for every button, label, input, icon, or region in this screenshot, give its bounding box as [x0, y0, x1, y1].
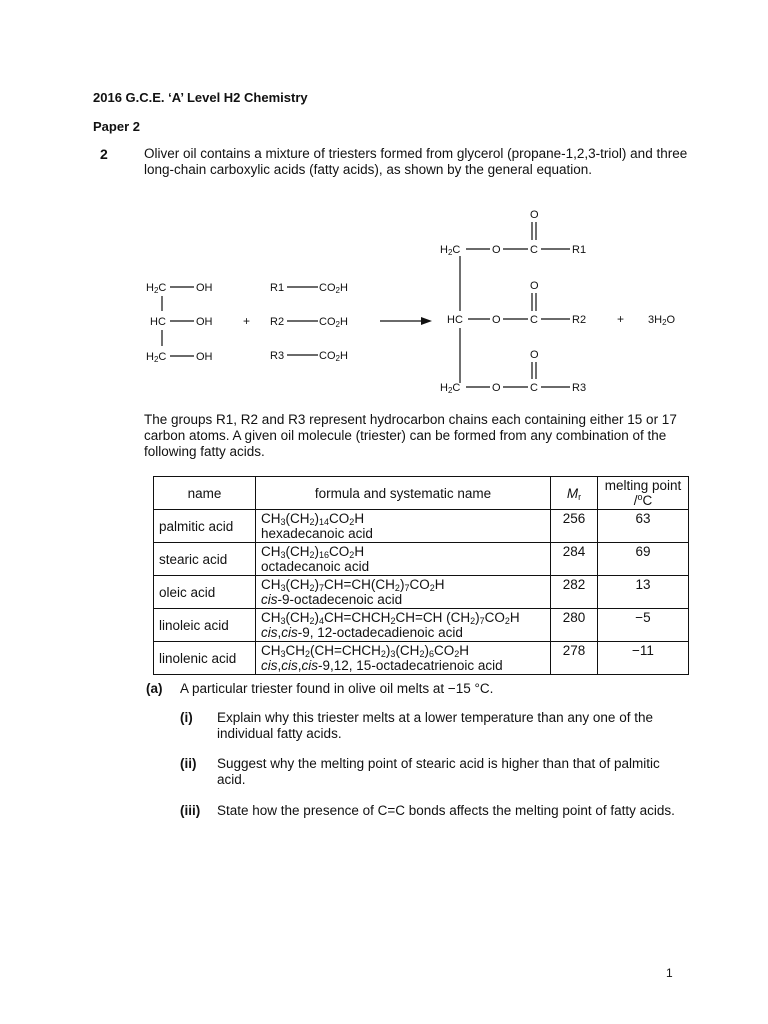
ester-c-1: C [530, 244, 538, 256]
page-number: 1 [666, 966, 673, 980]
cell-formula: $CH_3(CH_2)_4CH=CHCH_2CH=CH$ $(CH_2)_7CO_2H$ cis,cis-9, 12-octadecadienoic acid [256, 609, 551, 642]
water-product: 3H2O [648, 314, 676, 327]
glycerol-c2: HC [150, 316, 166, 328]
cell-mr: 282 [551, 576, 598, 609]
cell-mp: −11 [598, 642, 689, 675]
table-row [154, 642, 689, 675]
question-intro: Oliver oil contains a mixture of triesters formed from glycerol (propane-1,2,3-triol) and three long-chain carboxylic acids (fatty acids), as shown by the general equation. [144, 146, 688, 177]
carbonyl-o-3: O [530, 349, 539, 361]
plus-sign-1: + [243, 314, 251, 328]
cell-name: palmitic acid [154, 510, 256, 543]
triester-c2: HC [447, 314, 463, 326]
table-row [154, 609, 689, 642]
part-ii-label: (ii) [180, 756, 197, 771]
ester-r1: R1 [572, 244, 587, 256]
part-i-text: Explain why this triester melts at a lower temperature than any one of the individual fatty acids. [217, 710, 653, 741]
cell-mp: −5 [598, 609, 689, 642]
part-iii-label: (iii) [180, 803, 201, 818]
acid-co2h-3: CO2H [319, 350, 348, 363]
triester-c3: H2C [440, 382, 461, 395]
carbonyl-o-2: O [530, 280, 539, 292]
cell-mr: 278 [551, 642, 598, 675]
paper-number: Paper 2 [93, 119, 140, 134]
cell-mp: 63 [598, 510, 689, 543]
reaction-arrow [421, 317, 432, 325]
cell-name: oleic acid [154, 576, 256, 609]
part-a-label: (a) [146, 681, 163, 696]
table-row [154, 543, 689, 576]
fatty-acid-table [153, 476, 689, 675]
cell-name: stearic acid [154, 543, 256, 576]
ester-o-1: O [492, 244, 501, 256]
question-number: 2 [100, 146, 108, 162]
glycerol-oh-2: OH [196, 316, 213, 328]
acid-r3: R3 [270, 350, 285, 362]
acid-co2h-2: CO2H [319, 316, 348, 329]
cell-mr: 284 [551, 543, 598, 576]
glycerol-oh-1: OH [196, 282, 213, 294]
carbonyl-o-1: O [530, 209, 539, 221]
table-row [154, 576, 689, 609]
part-ii-text: Suggest why the melting point of stearic acid is higher than that of palmitic acid. [217, 756, 660, 787]
ester-r3: R3 [572, 382, 587, 394]
part-iii-text: State how the presence of C=C bonds affects the melting point of fatty acids. [217, 803, 675, 818]
glycerol-c1: H2C [146, 282, 167, 295]
ester-r2: R2 [572, 314, 587, 326]
acid-r2: R2 [270, 316, 285, 328]
cell-mr: 280 [551, 609, 598, 642]
header-melting-point: melting point /$^o$C [598, 477, 689, 510]
acid-r1: R1 [270, 282, 285, 294]
part-a-text: A particular triester found in olive oil melts at −15 °C. [180, 681, 494, 696]
plus-sign-2: + [617, 312, 625, 326]
cell-formula: $CH_3(CH_2)_7CH=CH(CH_2)_7CO_2H$ cis-9-octadecenoic acid [256, 576, 551, 609]
table-header-row [154, 477, 689, 510]
header-mr: $M_r$ [551, 477, 598, 510]
cell-name: linoleic acid [154, 609, 256, 642]
cell-name: linolenic acid [154, 642, 256, 675]
glycerol-oh-3: OH [196, 351, 213, 363]
header-formula: formula and systematic name [256, 477, 551, 510]
ester-o-2: O [492, 314, 501, 326]
cell-formula: $CH_3CH_2(CH=CHCH_2)_3(CH_2)_6CO_2H$ cis,cis,cis-9,12, 15-octadecatrienoic acid [256, 642, 551, 675]
cell-formula: $CH_3(CH_2)_{16}CO_2H$ octadecanoic acid [256, 543, 551, 576]
table-row [154, 510, 689, 543]
acid-co2h-1: CO2H [319, 282, 348, 295]
triester-c1: H2C [440, 244, 461, 257]
part-i-label: (i) [180, 710, 193, 725]
glycerol-c3: H2C [146, 351, 167, 364]
paper-title: 2016 G.C.E. ‘A’ Level H2 Chemistry [93, 90, 308, 105]
cell-mp: 69 [598, 543, 689, 576]
ester-o-3: O [492, 382, 501, 394]
ester-c-3: C [530, 382, 538, 394]
cell-formula: $CH_3(CH_2)_{14}CO_2H$ hexadecanoic acid [256, 510, 551, 543]
reaction-equation [0, 0, 768, 410]
header-name: name [154, 477, 256, 510]
question-description: The groups R1, R2 and R3 represent hydrocarbon chains each containing either 15 or 17 carbon atoms. A given oil molecule (triester) can be formed from any combination of the following fatty acids. [144, 412, 677, 459]
cell-mr: 256 [551, 510, 598, 543]
cell-mp: 13 [598, 576, 689, 609]
ester-c-2: C [530, 314, 538, 326]
